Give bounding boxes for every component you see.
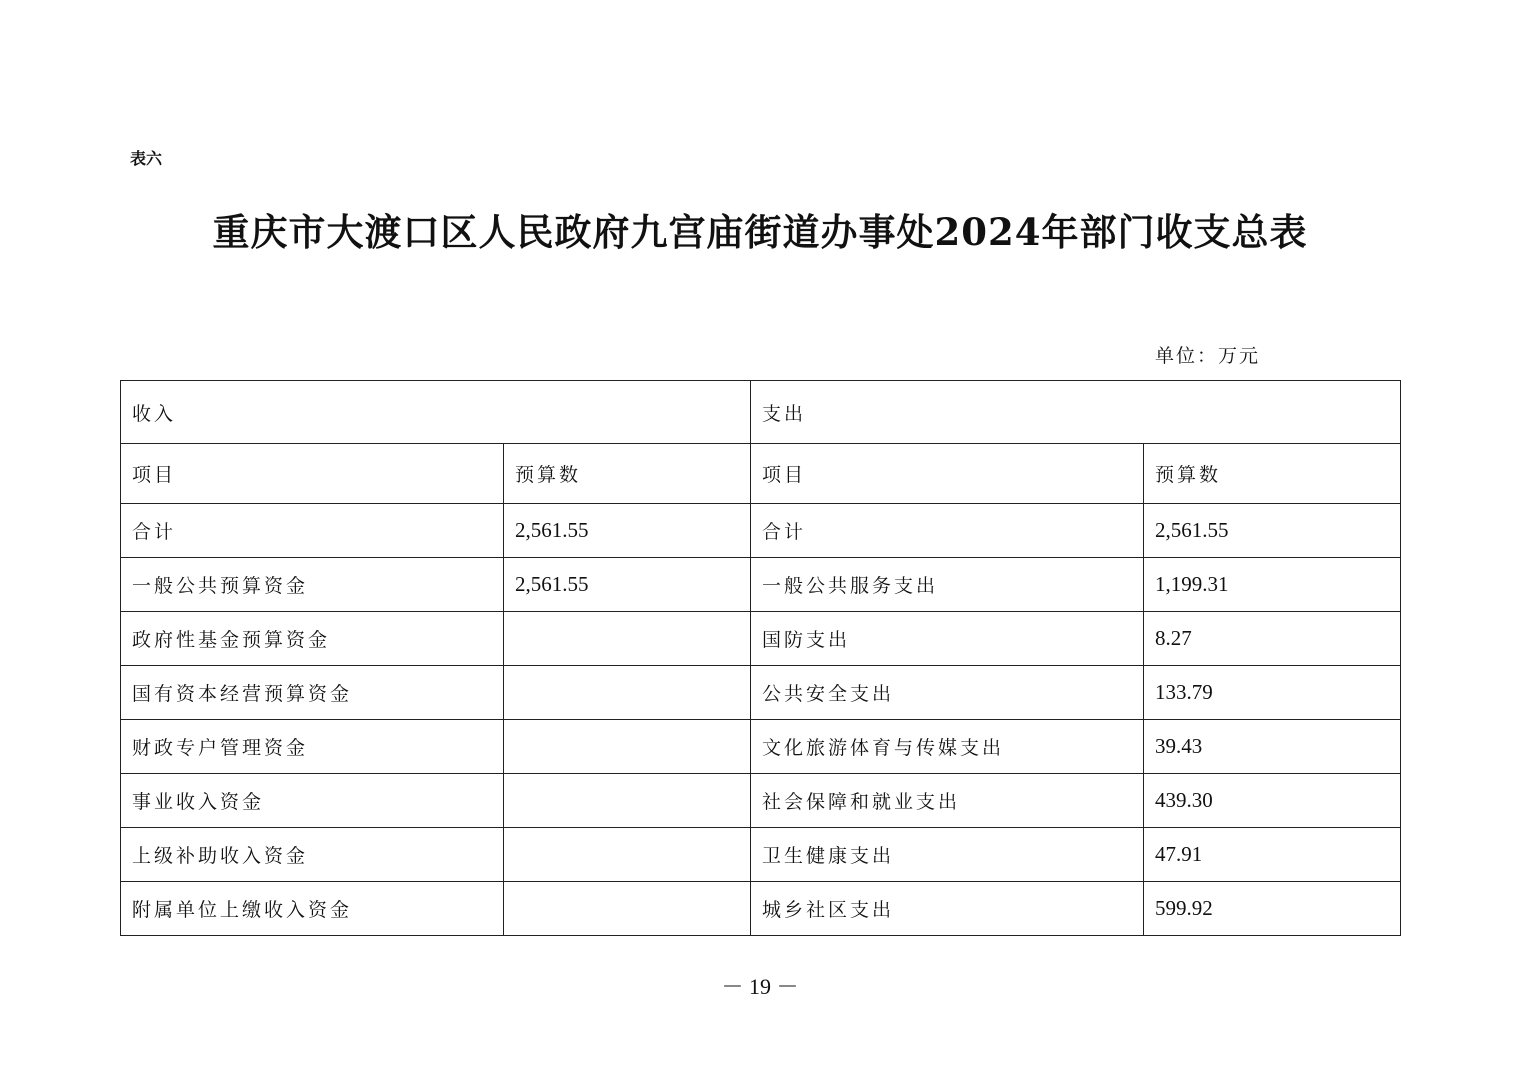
- page-number: － 19 －: [721, 974, 799, 999]
- income-amount: [504, 612, 751, 666]
- expense-item: 卫生健康支出: [751, 828, 1144, 882]
- income-budget-header: 预算数: [504, 444, 751, 504]
- income-amount: 2,561.55: [504, 558, 751, 612]
- table-label: 表六: [130, 149, 163, 168]
- table-row: [121, 558, 1401, 612]
- expense-item: 合计: [751, 504, 1144, 558]
- expense-amount: 599.92: [1144, 882, 1401, 936]
- expense-amount: 439.30: [1144, 774, 1401, 828]
- section-header-row: [121, 381, 1401, 444]
- table-row: [121, 720, 1401, 774]
- income-amount: [504, 666, 751, 720]
- income-amount: [504, 720, 751, 774]
- expense-amount: 1,199.31: [1144, 558, 1401, 612]
- income-amount: 2,561.55: [504, 504, 751, 558]
- income-item: 政府性基金预算资金: [121, 612, 504, 666]
- income-item: 国有资本经营预算资金: [121, 666, 504, 720]
- expense-item-header: 项目: [751, 444, 1144, 504]
- expense-amount: 8.27: [1144, 612, 1401, 666]
- expense-budget-header: 预算数: [1144, 444, 1401, 504]
- expense-amount: 2,561.55: [1144, 504, 1401, 558]
- income-item: 事业收入资金: [121, 774, 504, 828]
- income-section-header: 收入: [121, 381, 751, 444]
- expense-item: 文化旅游体育与传媒支出: [751, 720, 1144, 774]
- income-item: 财政专户管理资金: [121, 720, 504, 774]
- table-row: [121, 828, 1401, 882]
- income-amount: [504, 828, 751, 882]
- income-item: 一般公共预算资金: [121, 558, 504, 612]
- income-item: 附属单位上缴收入资金: [121, 882, 504, 936]
- expense-item: 公共安全支出: [751, 666, 1144, 720]
- income-item: 上级补助收入资金: [121, 828, 504, 882]
- expense-item: 一般公共服务支出: [751, 558, 1144, 612]
- expense-amount: 133.79: [1144, 666, 1401, 720]
- table-row: [121, 612, 1401, 666]
- table-row: [121, 666, 1401, 720]
- expense-section-header: 支出: [751, 381, 1401, 444]
- income-amount: [504, 774, 751, 828]
- income-item-header: 项目: [121, 444, 504, 504]
- table-row: [121, 882, 1401, 936]
- expense-amount: 47.91: [1144, 828, 1401, 882]
- column-header-row: [121, 444, 1401, 504]
- table-row: [121, 774, 1401, 828]
- expense-item: 国防支出: [751, 612, 1144, 666]
- expense-amount: 39.43: [1144, 720, 1401, 774]
- budget-table: [120, 380, 1401, 936]
- income-amount: [504, 882, 751, 936]
- expense-item: 城乡社区支出: [751, 882, 1144, 936]
- income-item: 合计: [121, 504, 504, 558]
- expense-item: 社会保障和就业支出: [751, 774, 1144, 828]
- document-title: 重庆市大渡口区人民政府九宫庙街道办事处2024年部门收支总表: [212, 210, 1308, 254]
- unit-label: 单位：万元: [1155, 345, 1261, 367]
- table-row: [121, 504, 1401, 558]
